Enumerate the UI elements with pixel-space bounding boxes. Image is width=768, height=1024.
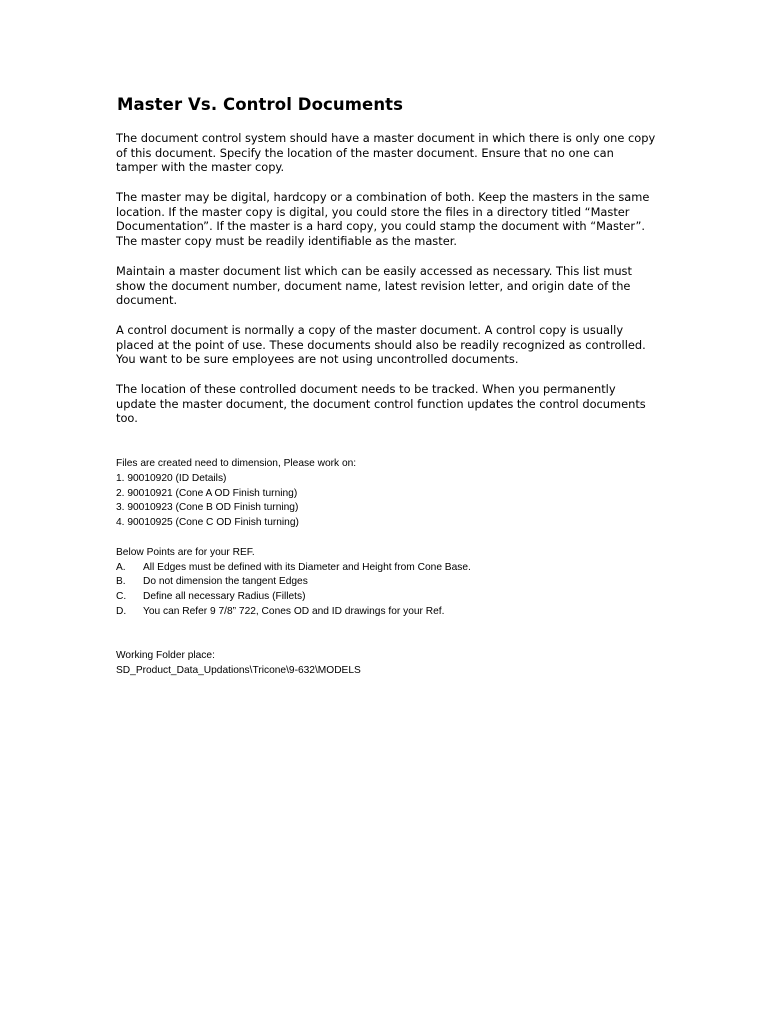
ref-point [116, 605, 676, 620]
file-item: 2. 90010921 (Cone A OD Finish turning) [116, 487, 298, 499]
folder-heading: Working Folder place: [116, 649, 215, 661]
ref-point-text: Do not dimension the tangent Edges [143, 576, 308, 588]
file-item: 3. 90010923 (Cone B OD Finish turning) [116, 502, 299, 514]
ref-point-letter: C. [116, 591, 127, 603]
ref-point-letter: D. [116, 605, 127, 617]
paragraph-master-list: Maintain a master document list which can be easily accessed as necessary. This list must show the document number, document name, latest revision letter, and origin date of the document. [116, 263, 632, 308]
page-title: Master Vs. Control Documents [117, 95, 404, 114]
paragraph-tracking: The location of these controlled document needs to be tracked. When you permanently update the master document, the document control function updates the control documents too. [116, 382, 646, 426]
ref-point-letter: A. [116, 561, 126, 573]
file-item: 4. 90010925 (Cone C OD Finish turning) [116, 517, 299, 529]
paragraph-master-format: The master may be digital, hardcopy or a combination of both. Keep the masters in the same location. If the master copy is digital, you could store the files in a directory titled “Master Documentation”. If the master is a hard copy, you could stamp the document with “Master”. The master copy must be readily identifiable as the master. [116, 190, 650, 248]
paragraph-master-document: The document control system should have a master document in which there is only one copy of this document. Specify the location of the master document. Ensure that no one can tamper with the master copy. [116, 131, 656, 175]
paragraph-control-document: A control document is normally a copy of the master document. A control copy is usually placed at the point of use. These documents should also be readily recognized as controlled. You want to be sure employees are not using uncontrolled documents. [116, 323, 646, 367]
ref-point [116, 561, 676, 576]
ref-point-letter: B. [116, 576, 126, 588]
work-notes [116, 457, 676, 678]
ref-point [116, 575, 676, 590]
ref-point [116, 590, 676, 605]
spacer [116, 531, 676, 546]
ref-point-text: You can Refer 9 7/8” 722, Cones OD and ID drawings for your Ref. [143, 605, 445, 617]
files-heading: Files are created need to dimension, Please work on: [116, 458, 357, 469]
folder-path: SD_Product_Data_Updations\Tricone\9-632\MODELS [116, 664, 361, 676]
file-item: 1. 90010920 (ID Details) [116, 472, 227, 484]
ref-point-text: All Edges must be defined with its Diameter and Height from Cone Base. [143, 561, 471, 573]
ref-point-text: Define all necessary Radius (Fillets) [143, 591, 306, 603]
body-text [116, 131, 656, 441]
ref-heading: Below Points are for your REF. [116, 546, 255, 558]
spacer [116, 620, 676, 649]
